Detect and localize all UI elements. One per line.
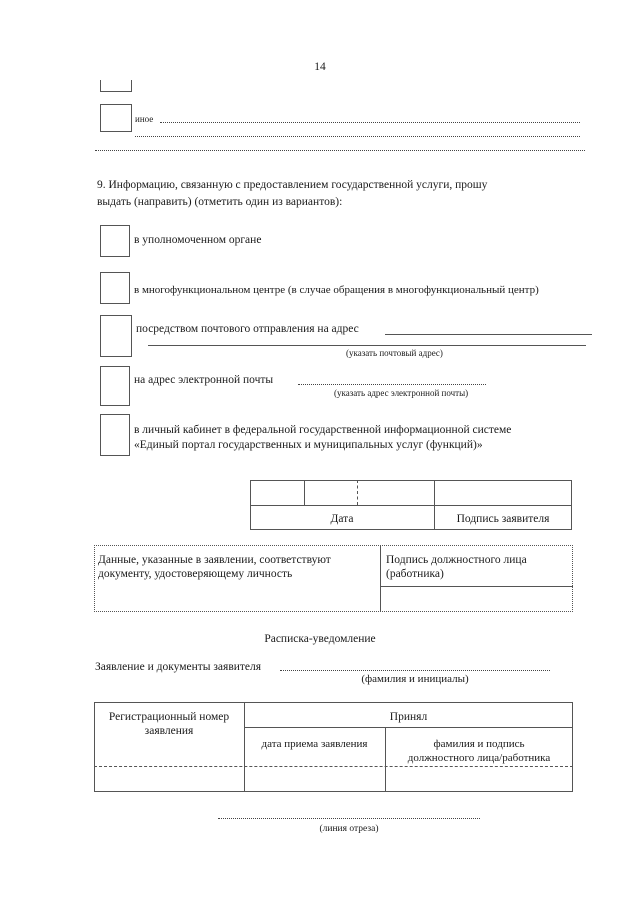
receipt-table-hline-1 <box>244 727 573 728</box>
email-label: на адрес электронной почты <box>134 374 274 386</box>
verification-right-line2: (работника) <box>386 568 444 580</box>
other-label: иное <box>135 114 154 124</box>
reg-number-line1: Регистрационный номер <box>108 711 230 723</box>
page-number: 14 <box>314 61 326 73</box>
accepted-label: Принял <box>389 711 428 723</box>
date-received-label: дата приема заявления <box>261 738 368 750</box>
receipt-table-hline-2 <box>94 766 573 767</box>
name-hint: (фамилия и инициалы) <box>361 673 469 685</box>
other-checkbox[interactable] <box>100 104 132 132</box>
postal-checkbox[interactable] <box>100 315 132 357</box>
mfc-label: в многофункциональном центре (в случае обращения в многофункциональный центр) <box>134 284 539 296</box>
other-input-line[interactable] <box>160 122 580 123</box>
email-input-line[interactable] <box>298 384 486 385</box>
signature-table-vline-2 <box>357 480 358 505</box>
portal-checkbox[interactable] <box>100 414 130 456</box>
other-input-line-3[interactable] <box>95 150 585 151</box>
signature-table-vline-1 <box>304 480 305 505</box>
date-label: Дата <box>330 513 354 525</box>
receipt-docs-label: Заявление и документы заявителя <box>95 661 262 673</box>
email-checkbox[interactable] <box>100 366 130 406</box>
portal-label-line1: в личный кабинет в федеральной государственной информационной системе <box>134 424 512 436</box>
postal-address-line-2[interactable] <box>148 345 586 346</box>
other-input-line-2[interactable] <box>135 136 580 137</box>
verification-right-line1: Подпись должностного лица <box>386 554 527 566</box>
mfc-checkbox[interactable] <box>100 272 130 304</box>
authorized-body-label: в уполномоченном органе <box>134 234 262 246</box>
email-hint: (указать адрес электронной почты) <box>334 388 469 398</box>
portal-label-line2: «Единый портал государственных и муниципальных услуг (функций)» <box>134 439 483 451</box>
verification-left-line2: документу, удостоверяющему личность <box>98 568 293 580</box>
postal-address-line[interactable] <box>385 334 592 335</box>
cut-line-label: (линия отреза) <box>319 824 379 834</box>
official-line2: должностного лица/работника <box>407 752 551 764</box>
official-line1: фамилия и подпись <box>433 738 525 750</box>
receipt-title: Расписка-уведомление <box>264 633 376 645</box>
verification-left-line1: Данные, указанные в заявлении, соответствуют <box>98 554 331 566</box>
cut-line <box>218 818 480 819</box>
applicant-signature-label: Подпись заявителя <box>456 513 550 525</box>
partial-checkbox[interactable] <box>100 80 132 92</box>
postal-hint: (указать почтовый адрес) <box>346 348 443 358</box>
section9-heading-line1: 9. Информацию, связанную с предоставлением государственной услуги, прошу <box>97 179 488 191</box>
authorized-body-checkbox[interactable] <box>100 225 130 257</box>
verification-table-vline <box>380 545 381 612</box>
signature-table-divider <box>250 505 572 506</box>
verification-table-hline <box>380 586 573 587</box>
section9-heading-line2: выдать (направить) (отметить один из вариантов): <box>97 196 343 208</box>
applicant-name-line[interactable] <box>280 670 550 671</box>
reg-number-line2: заявления <box>144 725 194 737</box>
postal-label: посредством почтового отправления на адрес <box>136 323 359 335</box>
